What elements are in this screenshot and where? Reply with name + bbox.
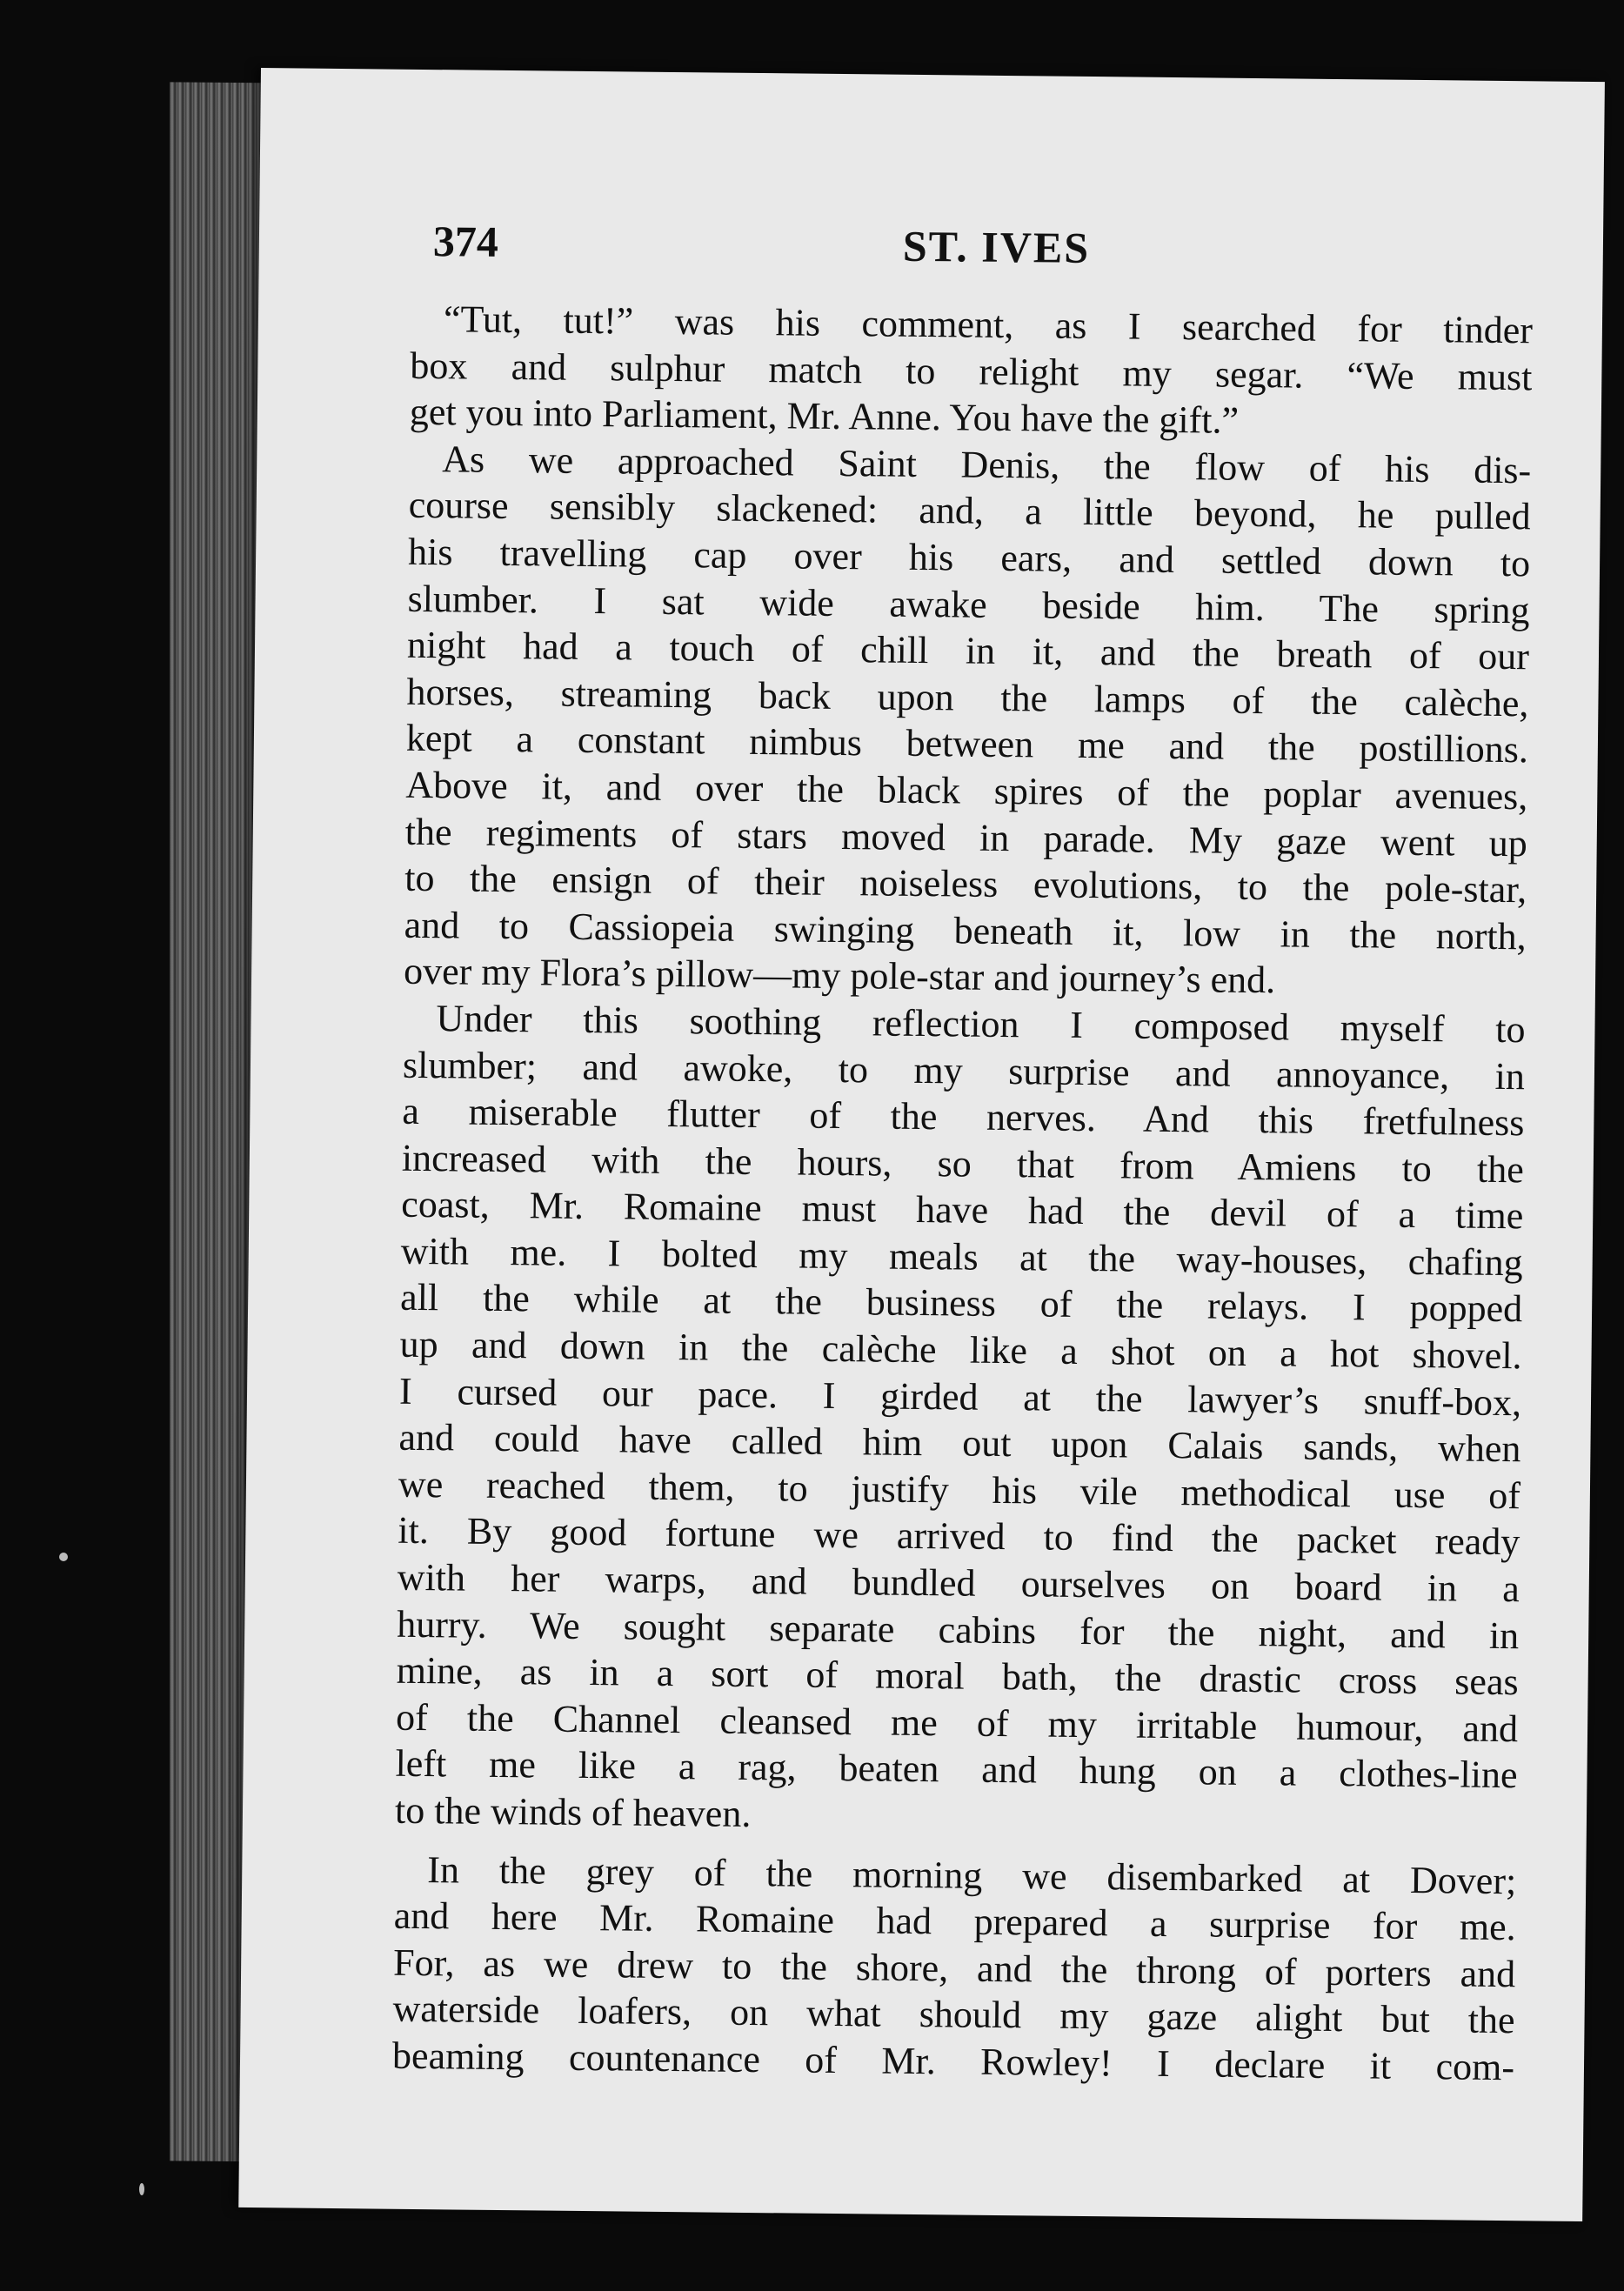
paragraph: [410, 296, 1534, 447]
text-line: with her warps, and bundled ourselves on board in a: [397, 1555, 1520, 1611]
text-line: course sensibly slackened: and, a little beyond, he pulled: [408, 484, 1531, 538]
text-line: As we approached Saint Denis, the flow of his dis-: [442, 437, 1532, 492]
text-line: horses, streaming back upon the lamps of the calèche,: [406, 670, 1529, 725]
text-line: of the Channel cleansed me of my irritable humour, and: [395, 1695, 1519, 1751]
text-line: his travelling cap over his ears, and settled down to: [407, 530, 1531, 585]
text-line: I cursed our pace. I girded at the lawyer’s snuff-box,: [398, 1369, 1522, 1424]
book-page: [238, 68, 1605, 2221]
text-line: In the grey of the morning we disembarked at Dover;: [427, 1847, 1517, 1902]
text-line: coast, Mr. Romaine must have had the devil of a time: [401, 1183, 1524, 1238]
text-line: hurry. We sought separate cabins for the night, and in: [397, 1602, 1520, 1657]
spine-speck: [59, 1553, 68, 1561]
text-line: a miserable flutter of the nerves. And this fretfulness: [402, 1089, 1525, 1145]
paragraph: [392, 1846, 1517, 2090]
text-line: get you into Parliament, Mr. Anne. You have the gift.”: [409, 390, 1240, 442]
text-line: “Tut, tut!” was his comment, as I searched for tinder: [443, 297, 1534, 352]
text-line: we reached them, to justify his vile methodical use of: [398, 1462, 1521, 1518]
text-line: and could have called him out upon Calais sands, when: [398, 1415, 1521, 1471]
text-line: mine, as in a sort of moral bath, the drastic cross seas: [396, 1648, 1519, 1704]
page-header: [432, 216, 1538, 272]
text-line: Above it, and over the black spires of the poplar avenues,: [405, 763, 1528, 818]
text-line: night had a touch of chill in it, and the breath of our: [406, 623, 1530, 678]
text-line: the regiments of stars moved in parade. My gaze went up: [404, 810, 1528, 865]
text-line: up and down in the calèche like a shot on a hot shovel.: [399, 1322, 1522, 1378]
spine-speck: [139, 2183, 144, 2195]
text-line: and here Mr. Romaine had prepared a surprise for me.: [393, 1894, 1516, 1949]
text-line: For, as we drew to the shore, and the throng of porters and: [392, 1940, 1516, 1996]
text-line: to the winds of heaven.: [394, 1788, 752, 1836]
text-line: Under this soothing reflection I composed myself to: [436, 997, 1526, 1052]
text-line: and to Cassiopeia swinging beneath it, low in the north,: [404, 903, 1527, 958]
text-line: slumber. I sat wide awake beside him. The spring: [407, 577, 1530, 631]
text-line: with me. I bolted my meals at the way-houses, chafing: [400, 1229, 1523, 1285]
text-line: kept a constant nimbus between me and the postillions.: [405, 717, 1529, 771]
text-line: slumber; and awoke, to my surprise and annoyance, in: [402, 1043, 1526, 1098]
text-line: left me like a rag, beaten and hung on a clothes-line: [395, 1742, 1518, 1797]
body-text: [392, 296, 1533, 2091]
text-line: to the ensign of their noiseless evolutions, to the pole-star,: [404, 856, 1527, 912]
text-line: box and sulphur match to relight my segar. “We must: [410, 344, 1533, 398]
text-line: increased with the hours, so that from Amiens to the: [401, 1136, 1525, 1191]
paragraph: [404, 436, 1532, 1007]
running-head: ST. IVES: [902, 221, 1091, 272]
text-line: all the while at the business of the relays. I popped: [399, 1276, 1523, 1331]
page-number: 374: [432, 217, 499, 266]
text-line: beaming countenance of Mr. Rowley! I declare it com-: [391, 2034, 1515, 2089]
text-line: over my Flora’s pillow—my pole-star and journey’s end.: [403, 950, 1276, 1002]
paragraph: [395, 995, 1526, 1846]
text-line: it. By good fortune we arrived to find the packet ready: [398, 1509, 1520, 1564]
text-line: waterside loafers, on what should my gaze alight but the: [392, 1987, 1515, 2042]
